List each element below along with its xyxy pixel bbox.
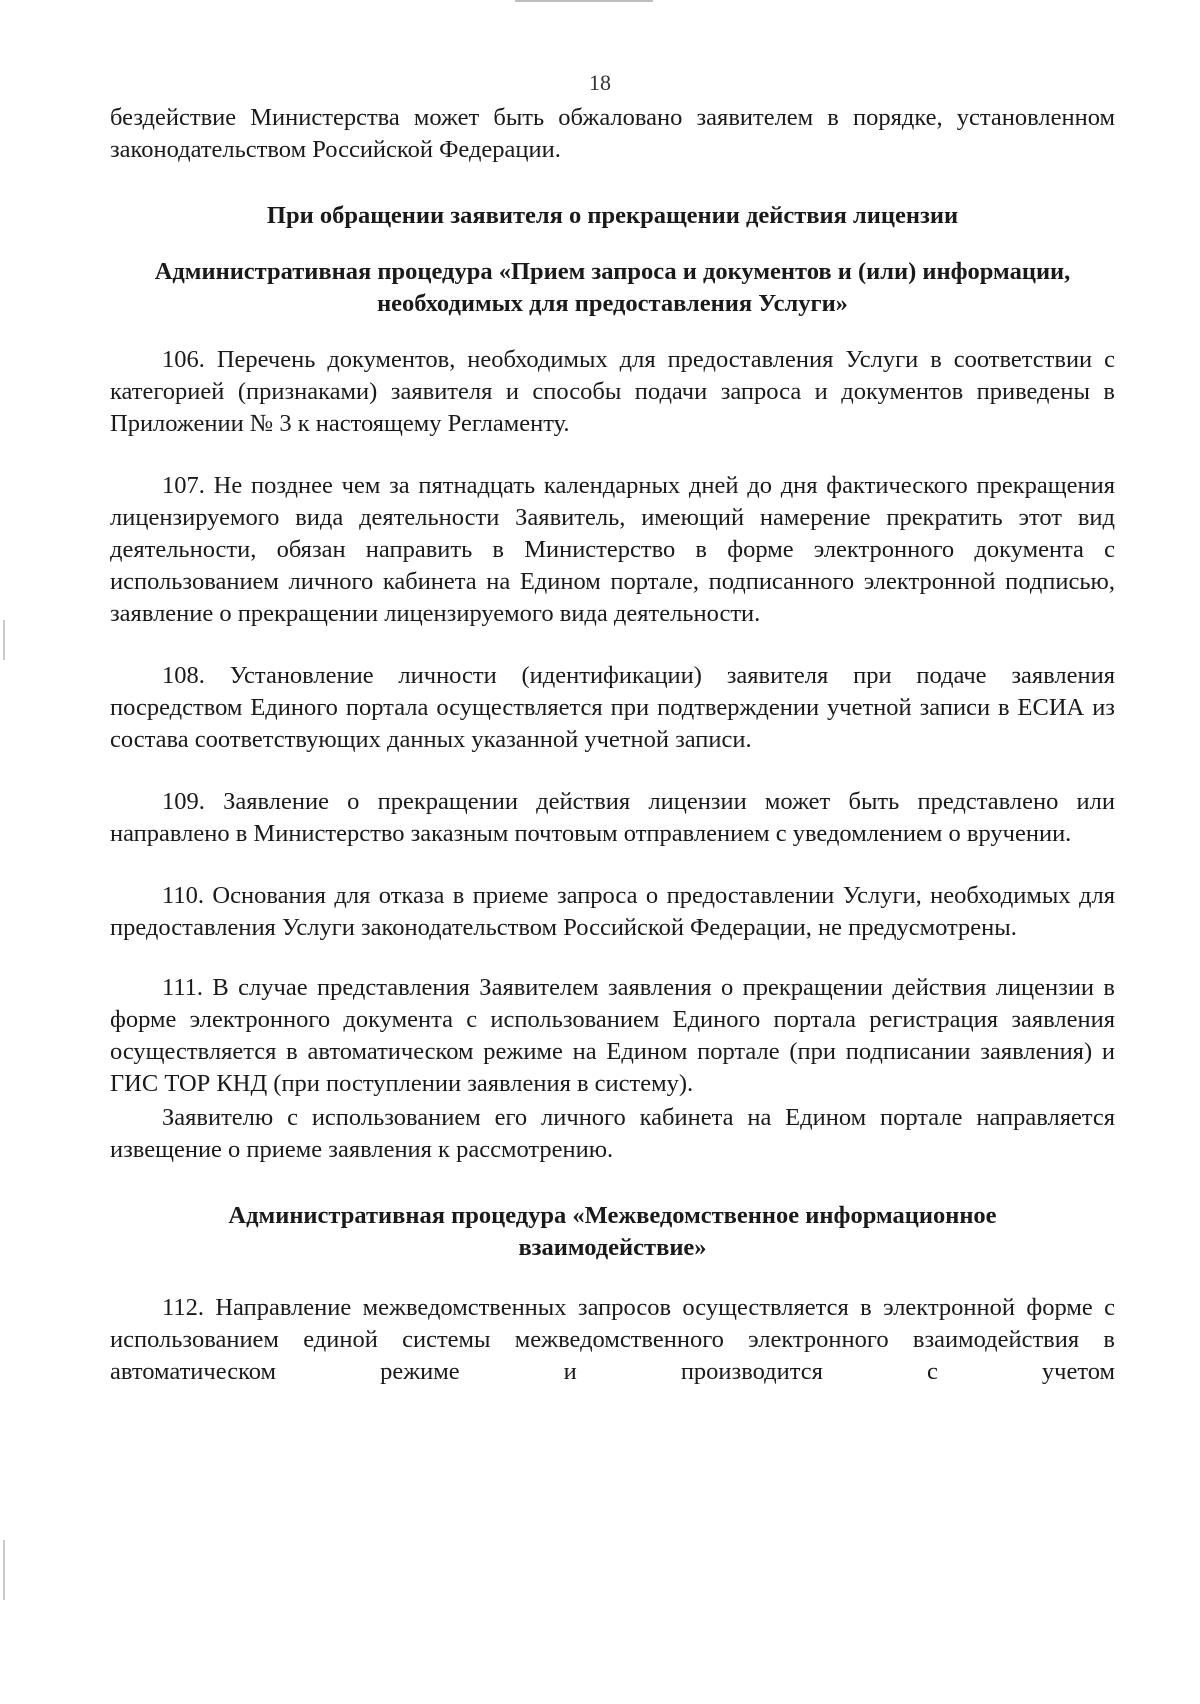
paragraph-111: 111. В случае представления Заявителем заявления о прекращении действия лицензии в форме электронного документа с использованием Единого портала регистрация заявления осуществляется в автоматическом режиме на Едином портале (при подписании заявления) и ГИС ТОР КНД (при поступлении заявления в систему). (110, 974, 1115, 1097)
margin-tick (3, 1540, 5, 1600)
paragraph-109: 109. Заявление о прекращении действия лицензии может быть представлено или направлено в Министерство заказным почтовым отправлением с уведомлением о вручении. (110, 788, 1115, 847)
document-body (110, 102, 1115, 1388)
paragraph-110: 110. Основания для отказа в приеме запроса о предоставлении Услуги, необходимых для предоставления Услуги законодательством Российской Федерации, не предусмотрены. (110, 882, 1115, 941)
paragraph-111-continued: Заявителю с использованием его личного кабинета на Едином портале направляется извещение о приеме заявления к рассмотрению. (110, 1104, 1115, 1163)
paragraph-112: 112. Направление межведомственных запросов осуществляется в электронной форме с использованием единой системы межведомственного электронного взаимодействия в автоматическом режиме и производится с учетом (110, 1294, 1115, 1385)
paragraph-106: 106. Перечень документов, необходимых для предоставления Услуги в соответствии с категорией (признаками) заявителя и способы подачи запроса и документов приведены в Приложении № 3 к настоящему Регламенту. (110, 346, 1115, 437)
paragraph-continuation: бездействие Министерства может быть обжаловано заявителем в порядке, установленном законодательством Российской Федерации. (110, 104, 1115, 163)
paragraph-108: 108. Установление личности (идентификации) заявителя при подаче заявления посредством Единого портала осуществляется при подтверждении учетной записи в ЕСИА из состава соответствующих данных указанной учетной записи. (110, 662, 1115, 753)
paragraph-107: 107. Не позднее чем за пятнадцать календарных дней до дня фактического прекращения лицензируемого вида деятельности Заявитель, имеющий намерение прекратить этот вид деятельности, обязан направить в Министерство в форме электронного документа с использованием личного кабинета на Едином портале, подписанного электронной подписью, заявление о прекращении лицензируемого вида деятельности. (110, 472, 1115, 627)
section-heading: При обращении заявителя о прекращении действия лицензии (266, 202, 959, 229)
procedure-heading: Административная процедура «Межведомственное информационное взаимодействие» (228, 1202, 997, 1261)
page-number: 18 (589, 70, 611, 95)
procedure-heading: Административная процедура «Прием запроса и документов и (или) информации, необходимых для предоставления Услуги» (154, 258, 1071, 317)
margin-tick (3, 620, 5, 660)
top-rule (515, 0, 653, 2)
